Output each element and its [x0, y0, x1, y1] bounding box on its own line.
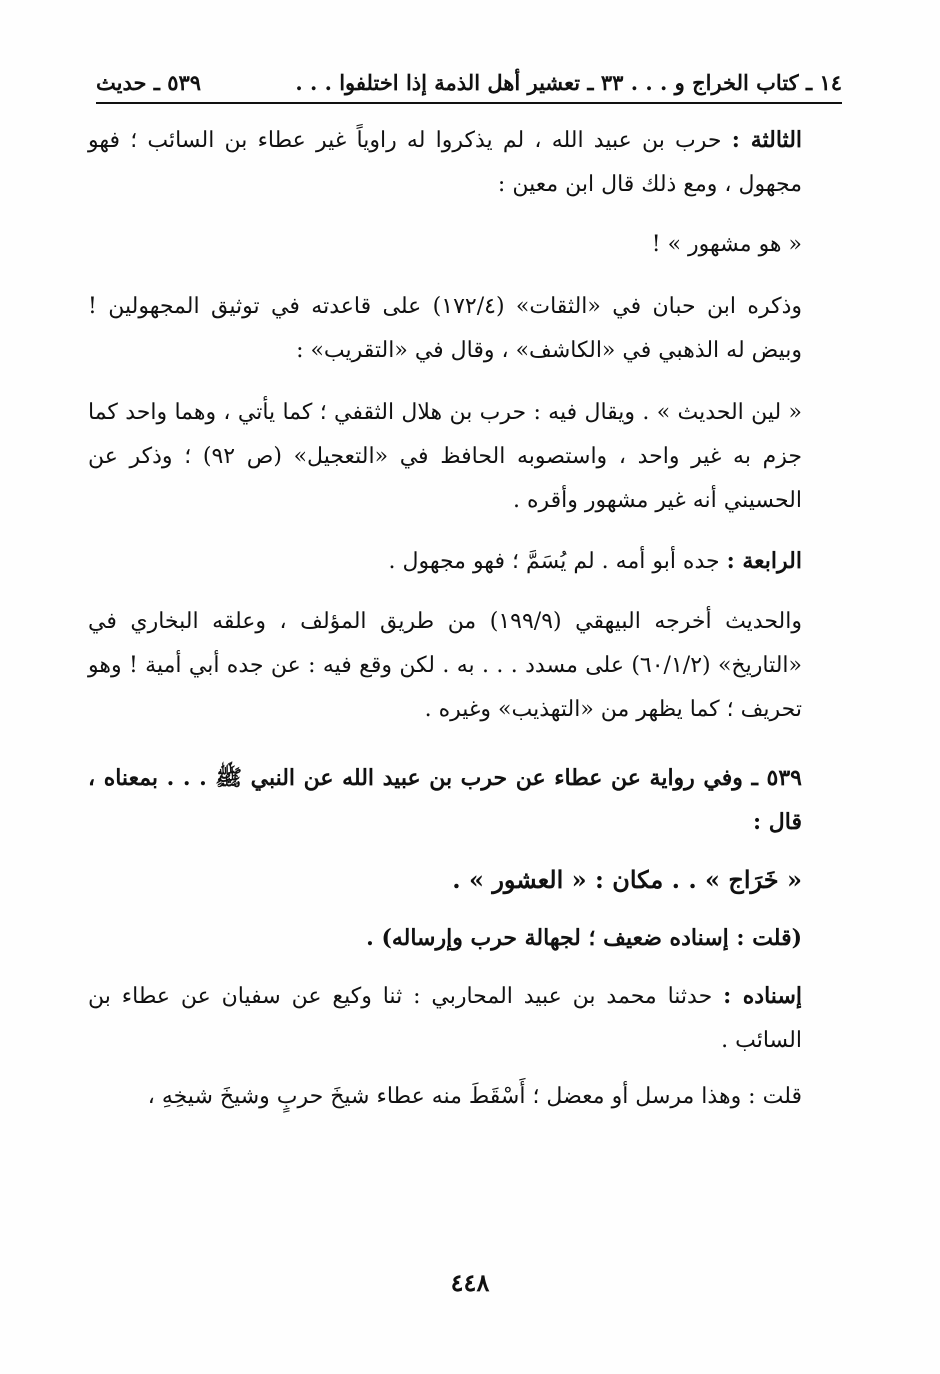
hadith-539-heading: ٥٣٩ ـ وفي رواية عن عطاء عن حرب بن عبيد الله عن النبي ﷺ . . . بمعناه ، قال :	[88, 765, 802, 835]
paragraph-fourth: الرابعة : جده أبو أمه . لم يُسَمَّ ؛ فهو مجهول .	[388, 548, 802, 574]
paragraph-isnad: إسناده : حدثنا محمد بن عبيد المحاربي : ثنا وكيع عن سفيان عن عطاء بن السائب .	[88, 983, 802, 1053]
hadith-539-text: « خَرَاج » . . مكان : « العشور » .	[452, 865, 802, 894]
page-number: ٤٤٨	[450, 1268, 490, 1297]
running-header	[96, 62, 842, 104]
header-hadith-number: ٥٣٩ ـ حديث	[96, 69, 202, 95]
paragraph-quote-mashhur: « هو مشهور » !	[651, 232, 802, 257]
grading-note: (قلت : إسناده ضعيف ؛ لجهالة حرب وإرساله) .	[366, 925, 802, 951]
text-body	[88, 118, 802, 1141]
header-chapter-title: ١٤ ـ كتاب الخراج و . . . ٣٣ ـ تعشير أهل الذمة إذا اختلفوا . . .	[295, 69, 842, 95]
paragraph-bayhaqi: والحديث أخرجه البيهقي (١٩٩/٩) من طريق المؤلف ، وعلقه البخاري في «التاريخ» (٦٠/١/٢) على مسدد . . . به . لكن وقع فيه : عن جده أبي أمية ! وهو تحريف ؛ كما يظهر من «التهذيب» وغيره .	[88, 609, 802, 722]
paragraph-layyin: « لين الحديث » . ويقال فيه : حرب بن هلال الثقفي ؛ كما يأتي ، وهما واحد كما جزم به غير واحد ، واستصوبه الحافظ في «التعجيل» (ص ٩٢) ؛ وذكر عن الحسيني أنه غير مشهور وأقره .	[88, 400, 802, 513]
paragraph-commentary: قلت : وهذا مرسل أو معضل ؛ أَسْقَطَ منه عطاء شيخَ حربٍ وشيخَ شيخِهِ ،	[147, 1084, 802, 1109]
paragraph-third: الثالثة : حرب بن عبيد الله ، لم يذكروا له راوياً غير عطاء بن السائب ؛ فهو مجهول ، ومع ذلك قال ابن معين :	[88, 127, 803, 197]
paragraph-ibn-hibban: وذكره ابن حبان في «الثقات» (١٧٢/٤) على قاعدته في توثيق المجهولين ! وبيض له الذهبي في «الكاشف» ، وقال في «التقريب» :	[88, 294, 802, 363]
